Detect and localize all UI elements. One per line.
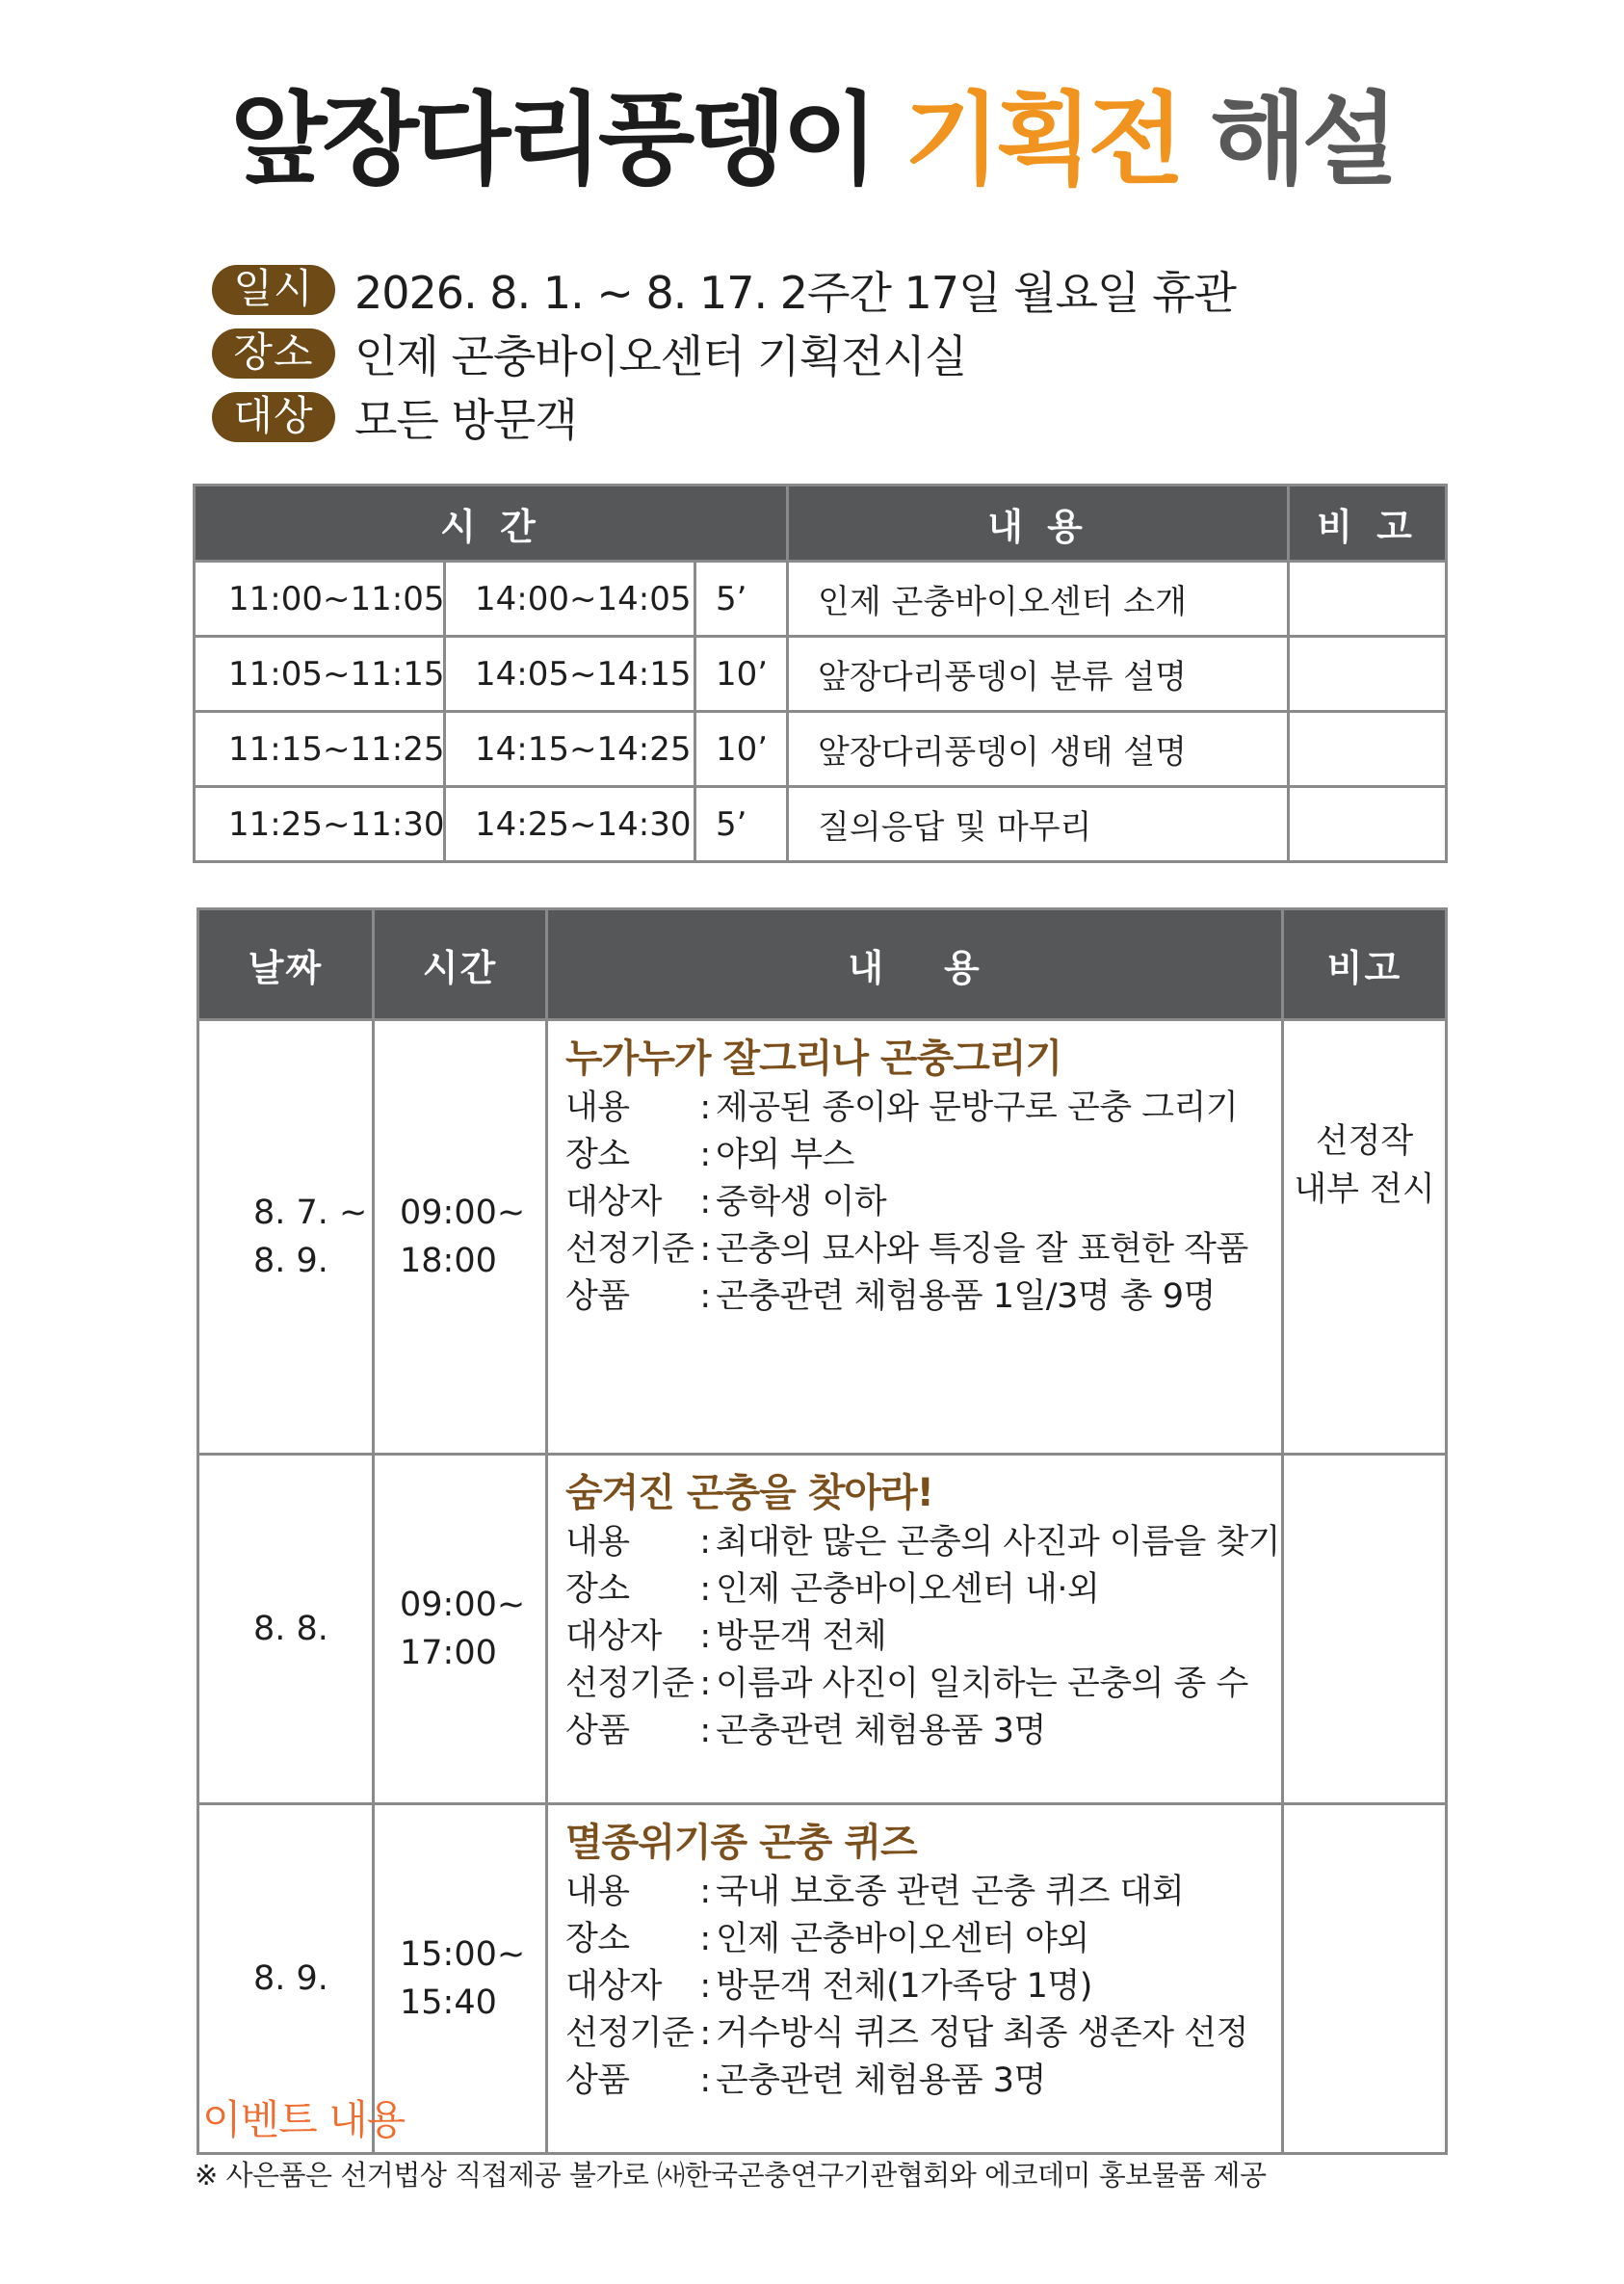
event-detail-line	[565, 1661, 1280, 1708]
detail-value: 인제 곤충바이오센터 내·외	[716, 1570, 1100, 1609]
detail-label: 장소	[565, 1570, 630, 1609]
schedule-content: 질의응답 및 마무리	[788, 787, 1289, 862]
detail-value: 국내 보호종 관련 곤충 퀴즈 대회	[716, 1873, 1185, 1911]
duration: 5’	[695, 787, 788, 862]
event-detail-line	[565, 1132, 1280, 1179]
detail-label: 선정기준	[565, 2014, 694, 2053]
detail-colon: :	[699, 2014, 711, 2053]
detail-colon: :	[699, 1712, 711, 1750]
event-title: 멸종위기종 곤충 퀴즈	[565, 1821, 917, 1865]
pm-time: 14:00~14:05	[445, 562, 695, 637]
detail-colon: :	[699, 1230, 711, 1269]
detail-value: 인제 곤충바이오센터 야외	[716, 1920, 1089, 1958]
table-row	[195, 712, 1447, 787]
schedule-table	[193, 484, 1448, 863]
info-row-target	[212, 385, 1236, 449]
detail-value: 야외 부스	[716, 1136, 854, 1174]
event-detail-line	[565, 1179, 1280, 1226]
detail-label: 내용	[565, 1089, 630, 1127]
detail-colon: :	[699, 1523, 711, 1562]
events-header-date: 날짜	[198, 909, 374, 1020]
info-section	[212, 258, 1236, 449]
detail-colon: :	[699, 1617, 711, 1656]
events-header-note: 비고	[1283, 909, 1447, 1020]
pm-time: 14:05~14:15	[445, 637, 695, 712]
footnote: ※ 사은품은 선거법상 직접제공 불가로 ㈔한국곤충연구기관협회와 에코데미 홍보물품 제공	[195, 2159, 1267, 2192]
detail-value: 최대한 많은 곤충의 사진과 이름을 찾기	[715, 1523, 1280, 1562]
table-row	[198, 1020, 1447, 1455]
event-detail-line	[565, 1614, 1280, 1661]
detail-value: 방문객 전체	[716, 1617, 887, 1656]
detail-label: 대상자	[565, 1967, 662, 2006]
detail-label: 상품	[565, 1712, 630, 1750]
events-table	[196, 907, 1448, 2155]
schedule-note	[1289, 787, 1447, 862]
event-date-line: 8. 7. ~	[253, 1194, 368, 1232]
date-text: 2026. 8. 1. ~ 8. 17. 2주간 17일 월요일 휴관	[354, 267, 1236, 319]
detail-label: 내용	[565, 1523, 630, 1562]
pm-time: 14:15~14:25	[445, 712, 695, 787]
schedule-header-note: 비 고	[1289, 486, 1447, 562]
event-content	[547, 1455, 1283, 1804]
schedule-content: 앞장다리풍뎅이 분류 설명	[788, 637, 1289, 712]
schedule-header-time: 시 간	[195, 486, 788, 562]
event-note-line: 선정작	[1315, 1122, 1414, 1161]
detail-value: 중학생 이하	[716, 1183, 887, 1221]
event-date-line: 8. 8.	[253, 1610, 328, 1648]
detail-label: 대상자	[565, 1183, 662, 1221]
date-badge: 일시	[212, 265, 335, 315]
event-detail-line	[565, 1273, 1280, 1321]
target-badge: 대상	[212, 392, 335, 442]
detail-value: 곤충관련 체험용품 3명	[716, 1712, 1046, 1750]
detail-value: 곤충관련 체험용품 1일/3명 총 9명	[716, 1277, 1216, 1316]
detail-label: 선정기준	[565, 1230, 694, 1269]
event-date	[198, 1020, 374, 1455]
detail-label: 내용	[565, 1873, 630, 1911]
am-time: 11:15~11:25	[195, 712, 445, 787]
detail-colon: :	[699, 1277, 711, 1316]
duration: 10’	[695, 712, 788, 787]
event-detail-line	[565, 1963, 1280, 2010]
schedule-content: 앞장다리풍뎅이 생태 설명	[788, 712, 1289, 787]
event-detail-line	[565, 1869, 1280, 1916]
event-detail-line	[565, 2058, 1280, 2105]
detail-value: 곤충관련 체험용품 3명	[716, 2061, 1046, 2100]
title-part3: 해설	[1210, 81, 1395, 198]
event-note	[1283, 1455, 1447, 1804]
detail-colon: :	[699, 1136, 711, 1174]
detail-colon: :	[699, 1920, 711, 1958]
table-row	[195, 787, 1447, 862]
place-badge: 장소	[212, 328, 335, 379]
target-text: 모든 방문객	[354, 394, 577, 446]
event-date-line: 8. 9.	[253, 1959, 328, 1998]
event-detail-line	[565, 1566, 1280, 1614]
detail-colon: :	[699, 1089, 711, 1127]
am-time: 11:00~11:05	[195, 562, 445, 637]
detail-colon: :	[699, 1665, 711, 1703]
detail-label: 장소	[565, 1920, 630, 1958]
event-detail-line	[565, 2010, 1280, 2058]
schedule-note	[1289, 637, 1447, 712]
event-time-line: 09:00~	[400, 1194, 526, 1232]
event-time	[374, 1020, 547, 1455]
event-time	[374, 1455, 547, 1804]
event-note	[1283, 1020, 1447, 1455]
table-row	[195, 562, 1447, 637]
schedule-header-content: 내 용	[788, 486, 1289, 562]
schedule-note	[1289, 712, 1447, 787]
title-part1: 앞장다리풍뎅이	[229, 81, 875, 198]
info-row-place	[212, 322, 1236, 385]
detail-colon: :	[699, 1183, 711, 1221]
page-title	[0, 83, 1624, 198]
detail-value: 곤충의 묘사와 특징을 잘 표현한 작품	[716, 1230, 1248, 1269]
event-date-line: 8. 9.	[253, 1242, 328, 1280]
events-header-row	[198, 909, 1447, 1020]
detail-label: 상품	[565, 1277, 630, 1316]
event-date	[198, 1455, 374, 1804]
schedule-note	[1289, 562, 1447, 637]
pm-time: 14:25~14:30	[445, 787, 695, 862]
event-time-line: 15:40	[400, 1983, 497, 2022]
event-title: 숨겨진 곤충을 찾아라!	[565, 1471, 933, 1515]
event-detail-line	[565, 1226, 1280, 1273]
am-time: 11:25~11:30	[195, 787, 445, 862]
detail-colon: :	[699, 1967, 711, 2006]
events-header-content: 내 용	[547, 909, 1283, 1020]
event-heading: 이벤트 내용	[202, 2096, 406, 2143]
event-detail-line	[565, 1519, 1280, 1566]
detail-colon: :	[699, 1570, 711, 1609]
detail-colon: :	[699, 1873, 711, 1911]
schedule-header-row	[195, 486, 1447, 562]
event-title: 누가누가 잘그리나 곤충그리기	[565, 1037, 1062, 1081]
info-row-date	[212, 258, 1236, 322]
detail-label: 장소	[565, 1136, 630, 1174]
event-note-line: 내부 전시	[1294, 1170, 1435, 1209]
detail-label: 상품	[565, 2061, 630, 2100]
event-content	[547, 1020, 1283, 1455]
detail-value: 제공된 종이와 문방구로 곤충 그리기	[716, 1089, 1239, 1127]
event-detail-line	[565, 1085, 1280, 1132]
place-text: 인제 곤충바이오센터 기획전시실	[354, 330, 967, 382]
table-row	[198, 1455, 1447, 1804]
event-content	[547, 1804, 1283, 2154]
duration: 5’	[695, 562, 788, 637]
detail-value: 이름과 사진이 일치하는 곤충의 종 수	[716, 1665, 1248, 1703]
detail-value: 거수방식 퀴즈 정답 최종 생존자 선정	[716, 2014, 1248, 2053]
schedule-content: 인제 곤충바이오센터 소개	[788, 562, 1289, 637]
event-detail-line	[565, 1916, 1280, 1963]
detail-value: 방문객 전체(1가족당 1명)	[716, 1967, 1092, 2006]
title-part2: 기획전	[904, 81, 1180, 198]
event-time-line: 17:00	[400, 1634, 497, 1672]
detail-colon: :	[699, 2061, 711, 2100]
am-time: 11:05~11:15	[195, 637, 445, 712]
event-time-line: 09:00~	[400, 1586, 526, 1624]
events-header-time: 시간	[374, 909, 547, 1020]
event-detail-line	[565, 1708, 1280, 1755]
detail-label: 대상자	[565, 1617, 662, 1656]
event-note	[1283, 1804, 1447, 2154]
table-row	[195, 637, 1447, 712]
event-time-line: 18:00	[400, 1242, 497, 1280]
event-time-line: 15:00~	[400, 1935, 526, 1974]
detail-label: 선정기준	[565, 1665, 694, 1703]
duration: 10’	[695, 637, 788, 712]
